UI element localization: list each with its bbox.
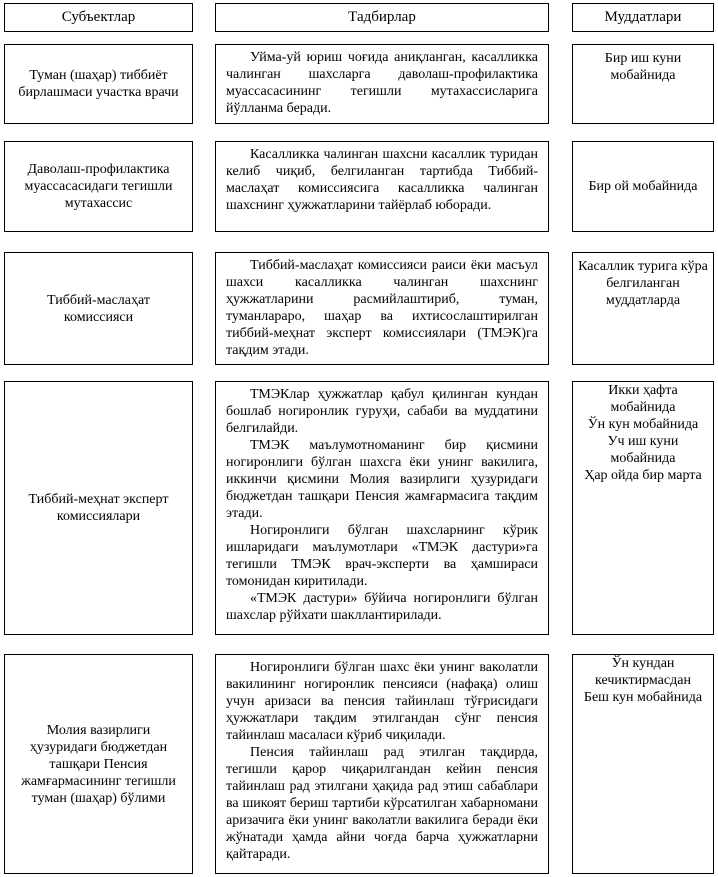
action-paragraph: Ногиронлиги бўлган шахс ёки унинг ваколатли вакилининг ногиронлик пенсияси (нафақа) олиш учун аризаси ва пенсия тайинлаш тўғрисидаги ҳужжатлари тақдим этилгандан сўнг пенсия тайинлаш масаласи кўриб чиқилади. (226, 660, 538, 743)
action-paragraph: Пенсия тайинлаш рад этилган тақдирда, тегишли қарор чиқарилгандан кейин пенсия тайинлаш рад этилгани ҳақида рад этиш сабаблари ва шикоят бериш тартиби кўрсатилган хабарномани аризачига ёки унинг ваколатли вакилига беради ёки жўнатади ҳамда айни чоғда барча ҳужжатларни қайтаради. (226, 745, 538, 862)
term-text: Ўн кун мобайнида (587, 417, 699, 432)
actions-cell (215, 141, 549, 232)
actions-cell (215, 44, 549, 124)
action-paragraph: Касалликка чалинган шахсни касаллик туридан келиб чиқиб, белгиланган тартибда Тиббий-маслаҳат комиссиясига касалликка чалинган шахснинг ҳужжатларини тайёрлаб юборади. (226, 147, 538, 213)
action-paragraph: Ногиронлиги бўлган шахсларнинг кўрик ишларидаги маълумотлари «ТМЭК дастури»га тегишли ТМЭК врач-эксперти ва ҳамшираси томонидан киритилади. (226, 523, 538, 589)
term-text: Ўн кундан кечиктирмасдан (595, 656, 691, 688)
term-text: Бир иш куни мобайнида (604, 51, 682, 83)
actions-cell (215, 381, 549, 635)
subject-cell (4, 44, 193, 124)
terms-cell (572, 381, 714, 635)
subject-cell (4, 252, 193, 365)
header-actions-label: Тадбирлар (348, 9, 416, 25)
term-text: Беш кун мобайнида (583, 690, 703, 705)
header-terms-label: Муддатлари (604, 9, 682, 25)
terms-cell (572, 252, 714, 365)
term-text: Бир ой мобайнида (588, 179, 698, 194)
header-subjects (4, 3, 193, 32)
term-text: Икки ҳафта мобайнида (608, 383, 678, 415)
term-text: Уч иш куни мобайнида (607, 434, 679, 466)
action-paragraph: Тиббий-маслаҳат комиссияси раиси ёки масъул шахси касалликка чалинган шахснинг ҳужжатларини расмийлаштириб, туман, туманлараро, шаҳар ва ихтисослаштирилган тиббий-меҳнат эксперт комиссиялари (ТМЭК)га тақдим этади. (226, 258, 538, 358)
action-paragraph: ТМЭК маълумотноманинг бир қисмини ногиронлиги бўлган шахсга ёки унинг вакилига, иккинчи қисмини Молия вазирлиги ҳузуридаги бюджетдан ташқари Пенсия жамғармасига тақдим этади. (226, 438, 538, 521)
subject-text: Даволаш-профилактика муассасасидаги тегишли мутахассис (24, 162, 173, 211)
subject-text: Молия вазирлиги ҳузуридаги бюджетдан ташқари Пенсия жамғармасининг тегишли туман (шаҳар) бўлими (21, 722, 176, 806)
subject-text: Туман (шаҳар) тиббиёт бирлашмаси участка врачи (18, 68, 179, 100)
subject-cell (4, 141, 193, 232)
term-text: Касаллик турига кўра белгиланган муддатларда (578, 259, 708, 308)
terms-cell (572, 141, 714, 232)
actions-cell (215, 252, 549, 365)
term-text: Ҳар ойда бир марта (584, 468, 702, 483)
action-paragraph: «ТМЭК дастури» бўйича ногиронлиги бўлган шахслар рўйхати шакллантирилади. (226, 591, 538, 623)
header-subjects-label: Субъектлар (61, 9, 136, 25)
subject-cell (4, 381, 193, 635)
subject-text: Тиббий-меҳнат эксперт комиссиялари (28, 492, 169, 524)
subject-cell (4, 654, 193, 874)
subject-text: Тиббий-маслаҳат комиссияси (47, 292, 150, 325)
header-actions (215, 3, 549, 32)
terms-cell (572, 654, 714, 874)
terms-cell (572, 44, 714, 124)
header-terms (572, 3, 714, 32)
action-paragraph: ТМЭКлар ҳужжатлар қабул қилинган кундан бошлаб ногиронлик гуруҳи, сабаби ва муддатини белгилайди. (226, 387, 538, 436)
actions-cell (215, 654, 549, 874)
action-paragraph: Уйма-уй юриш чоғида аниқланган, касалликка чалинган шахсларга даволаш-профилактика муассасасининг тегишли мутахассисларига йўлланма беради. (226, 50, 538, 116)
